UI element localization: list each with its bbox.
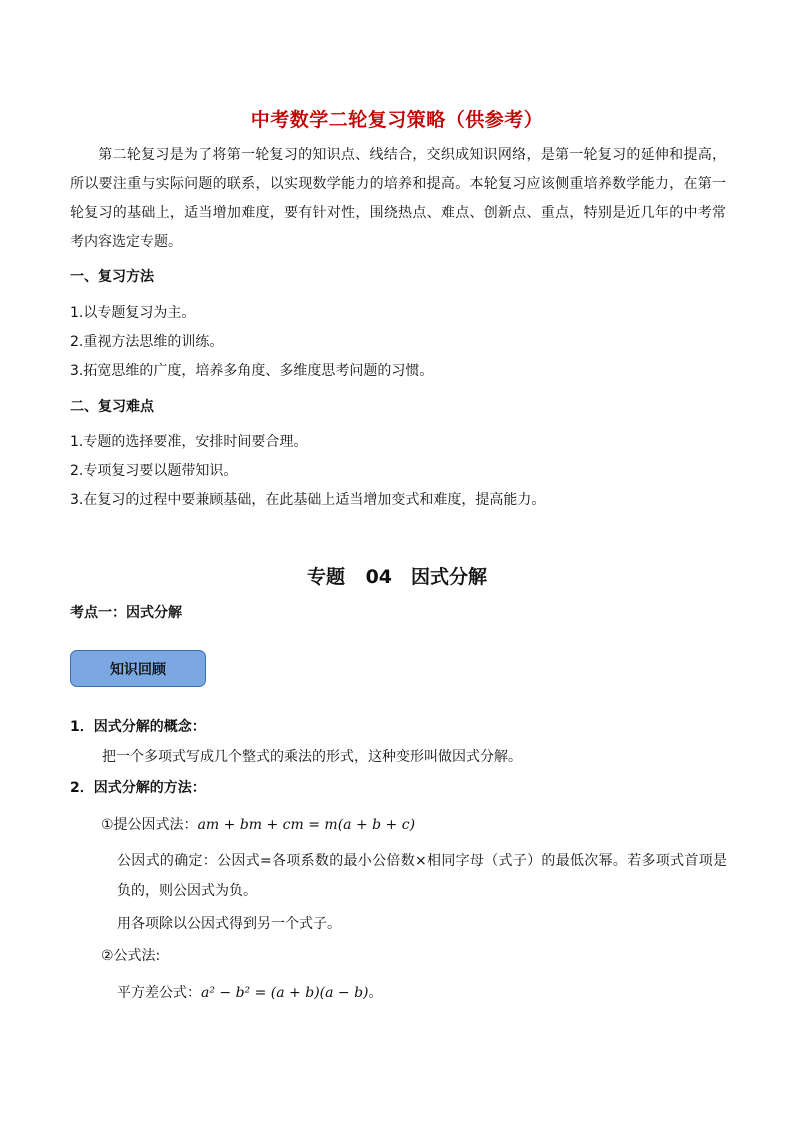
- document-title: 中考数学二轮复习策略（供参考）: [250, 109, 544, 131]
- concept-heading: 1．因式分解的概念：: [70, 719, 206, 735]
- method1-formula: am + bm + cm = m(a + b + c): [197, 817, 416, 833]
- section1-heading: 一、复习方法: [70, 269, 154, 285]
- badge-label: 知识回顾: [110, 661, 166, 678]
- section1-item-2: 2.重视方法思维的训练。: [70, 334, 224, 350]
- section2-item-1: 1.专题的选择要准，安排时间要合理。: [70, 434, 308, 450]
- intro-text: 第二轮复习是为了将第一轮复习的知识点、线结合，交织成知识网络，是第一轮复习的延伸和提高，所以要注重与实际问题的联系，以实现数学能力的培养和提高。本轮复习应该侧重培养数学能力，在第一轮复习的基础上，适当增加难度，要有针对性，围绕热点、难点、创新点、重点，特别是近几年的中考常考内容选定专题。: [70, 147, 726, 250]
- section2-heading: 二、复习难点: [70, 399, 154, 415]
- section2-item-2: 2.专项复习要以题带知识。: [70, 463, 238, 479]
- common-factor-paragraph: 公因式的确定：公因式=各项系数的最小公倍数×相同字母（式子）的最低次幂。若多项式首项是负的，则公因式为负。: [117, 853, 727, 899]
- method1-label: ①提公因式法：: [101, 817, 198, 833]
- section1-item-3: 3.拓宽思维的广度，培养多角度、多维度思考问题的习惯。: [70, 363, 434, 379]
- section2-item-3: 3.在复习的过程中要兼顾基础，在此基础上适当增加变式和难度，提高能力。: [70, 492, 546, 508]
- topic-title: 专题 04 因式分解: [306, 566, 488, 588]
- diff-squares-line: [117, 982, 383, 1002]
- methods-heading: 2．因式分解的方法：: [70, 780, 206, 796]
- concept-text: 把一个多项式写成几个整式的乘法的形式，这种变形叫做因式分解。: [102, 749, 522, 765]
- diff-squares-label: 平方差公式：: [117, 985, 201, 1001]
- diff-squares-end: 。: [368, 985, 383, 1001]
- intro-paragraph: [70, 141, 726, 257]
- kaodian-heading: 考点一：因式分解: [70, 605, 182, 621]
- method1-line: [101, 814, 415, 834]
- knowledge-review-badge: [70, 650, 206, 687]
- method2-label: ②公式法:: [101, 948, 161, 964]
- divide-text: 用各项除以公因式得到另一个式子。: [117, 916, 341, 932]
- section1-item-1: 1.以专题复习为主。: [70, 305, 196, 321]
- diff-squares-formula: a² − b² = (a + b)(a − b): [201, 985, 369, 1001]
